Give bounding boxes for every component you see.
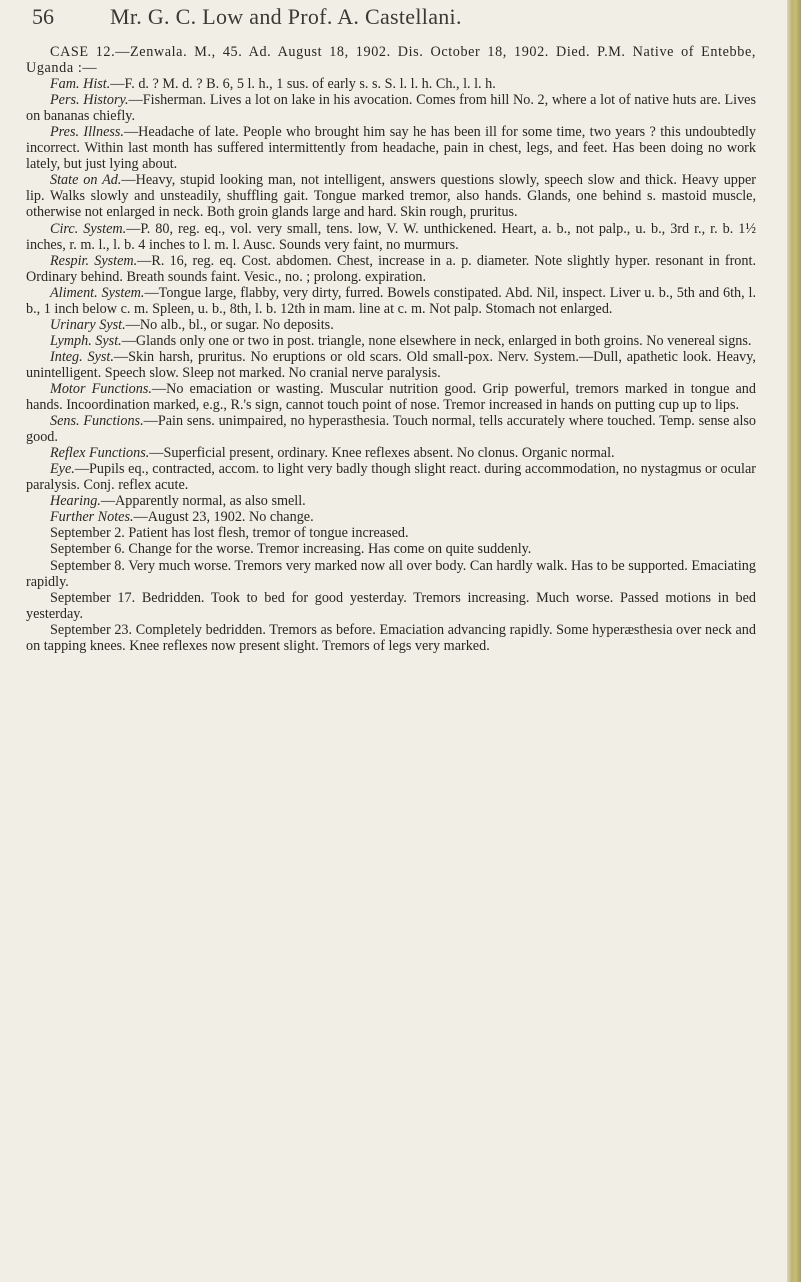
note-september-2 [26, 525, 756, 541]
section-head: Pres. Illness. [50, 124, 124, 141]
section-urinary-system [26, 317, 756, 333]
section-head: Aliment. System. [50, 284, 145, 301]
section-text: —No emaciation or wasting. Muscular nutrition good. Grip powerful, tremors marked in tongue and hands. Incoordination marked, e.g., R.'s sign, cannot touch point of nose. Tremor increased in hands on putting cup up to lips. [26, 380, 756, 414]
section-text: —August 23, 1902. No change. [133, 509, 314, 526]
section-reflex-functions [26, 445, 756, 461]
page-number: 56 [32, 4, 54, 29]
section-head: Urinary Syst. [50, 316, 126, 333]
note-text: September 23. Completely bedridden. Tremors as before. Emaciation advancing rapidly. Some hyperæsthesia over neck and on tapping knees. Knee reflexes now present slight. Tremors of legs very marked. [26, 621, 756, 654]
section-text: —Headache of late. People who brought him say he has been ill for some time, two years ? this undoubtedly incorrect. Within last month has suffered intermittently from headache, pain in chest, legs, and feet. Has been doing no work lately, but just lying about. [26, 124, 757, 173]
section-text: —P. 80, reg. eq., vol. very small, tens. low, V. W. unthickened. Heart, a. b., not palp., u. b., 3rd r., r. b. 1½ inches, r. m. l., l. b. 4 inches to l. m. l. Ausc. Sounds very faint, no murmurs. [26, 220, 757, 253]
section-motor-functions [26, 381, 756, 413]
section-head: Respir. System. [50, 252, 138, 269]
case-heading-text: CASE 12.—Zenwala. M., 45. Ad. August 18, 1902. Dis. October 18, 1902. Died. P.M. Native of Entebbe, Uganda :— [26, 44, 756, 77]
note-september-6 [26, 541, 756, 557]
section-eye [26, 461, 756, 493]
note-september-23 [26, 622, 756, 654]
section-text: —F. d. ? M. d. ? B. 6, 5 l. h., 1 sus. of early s. s. S. l. l. h. Ch., l. l. h. [110, 76, 496, 93]
section-head: Reflex Functions. [50, 445, 150, 462]
section-head: Circ. System. [50, 220, 127, 237]
note-september-8 [26, 558, 756, 590]
section-integumentary-system [26, 349, 756, 381]
case-report-body [26, 44, 756, 654]
section-head: Pers. History. [50, 92, 129, 109]
section-present-illness [26, 124, 756, 172]
section-further-notes [26, 509, 756, 525]
note-text: September 17. Bedridden. Took to bed for good yesterday. Tremors increasing. Much worse. Passed motions in bed yesterday. [26, 589, 756, 622]
section-head: Lymph. Syst. [50, 332, 122, 349]
section-personal-history [26, 92, 756, 124]
section-family-history [26, 76, 756, 92]
section-respiratory-system [26, 253, 756, 285]
section-text: —Tongue large, flabby, very dirty, furred. Bowels constipated. Abd. Nil, inspect. Liver u. b., 5th and 6th, l. b., 1 inch below c. m. Spleen, u. b., 8th, l. b. 12th in mam. line at c. m. Not palp. Stomach not enlarged. [26, 284, 756, 317]
section-alimentary-system [26, 285, 756, 317]
section-head: Fam. Hist. [50, 76, 111, 93]
section-text: —Glands only one or two in post. triangle, none elsewhere in neck, enlarged in both groins. No venereal signs. [121, 332, 752, 349]
section-sensory-functions [26, 413, 756, 445]
section-text: —No alb., bl., or sugar. No deposits. [125, 316, 334, 333]
section-circulatory-system [26, 221, 756, 253]
section-lymphatic-system [26, 333, 756, 349]
section-head: Integ. Syst. [50, 348, 114, 365]
section-head: Eye. [50, 461, 75, 478]
section-head: Motor Functions. [50, 380, 152, 397]
section-text: —Pupils eq., contracted, accom. to light very badly though slight react. during accommodation, no nystagmus or ocular paralysis. Conj. reflex acute. [26, 461, 756, 494]
case-heading [26, 44, 756, 76]
section-head: Hearing. [50, 493, 101, 510]
section-head: State on Ad. [50, 172, 122, 189]
note-september-17 [26, 590, 756, 622]
section-state-on-admission [26, 172, 756, 220]
section-text: —Heavy, stupid looking man, not intelligent, answers questions slowly, speech slow and thick. Heavy upper lip. Walks slowly and unsteadily, shuffling gait. Tongue marked tremor, also hands. Glands, one behind s. mastoid muscle, otherwise not enlarged in neck. Both groin glands large and hard. Skin rough, pruritus. [26, 172, 757, 221]
section-head: Sens. Functions. [50, 413, 144, 430]
section-text: —Pain sens. unimpaired, no hyperasthesia. Touch normal, tells accurately where touched. Temp. sense also good. [26, 413, 756, 446]
section-head: Further Notes. [50, 509, 134, 526]
note-text: September 8. Very much worse. Tremors very marked now all over body. Can hardly walk. Has to be supported. Emaciating rapidly. [26, 557, 756, 590]
note-text: September 6. Change for the worse. Tremor increasing. Has come on quite suddenly. [50, 541, 532, 558]
section-text: —Superficial present, ordinary. Knee reflexes absent. No clonus. Organic normal. [149, 445, 615, 462]
page-edge [787, 0, 801, 1282]
running-title: Mr. G. C. Low and Prof. A. Castellani. [110, 4, 462, 29]
section-text: —Skin harsh, pruritus. No eruptions or old scars. Old small-pox. Nerv. System.—Dull, apathetic look. Heavy, unintelligent. Speech slow. Sleep not marked. No cranial nerve paralysis. [26, 348, 756, 381]
section-text: —Apparently normal, as also smell. [100, 493, 306, 510]
section-text: —R. 16, reg. eq. Cost. abdomen. Chest, increase in a. p. diameter. Note slightly hyper. resonant in front. Ordinary behind. Breath sounds faint. Vesic., no. ; prolong. expiration. [26, 252, 756, 285]
note-text: September 2. Patient has lost flesh, tremor of tongue increased. [50, 525, 409, 542]
section-text: —Fisherman. Lives a lot on lake in his avocation. Comes from hill No. 2, where a lot of native huts are. Lives on bananas chiefly. [26, 92, 756, 125]
section-hearing [26, 493, 756, 509]
